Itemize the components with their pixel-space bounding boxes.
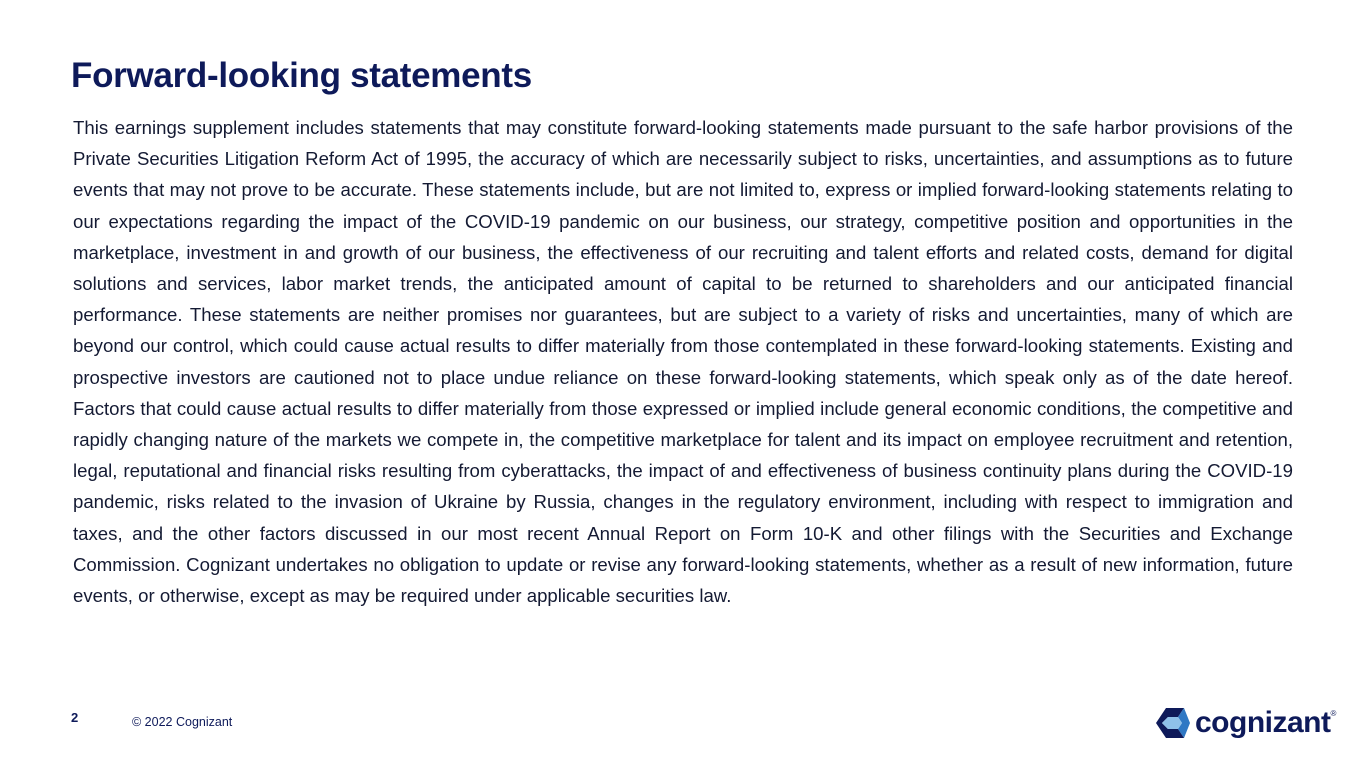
registered-mark: ® <box>1330 709 1337 718</box>
disclaimer-paragraph: This earnings supplement includes statements that may constitute forward-looking statements made pursuant to the safe harbor provisions of the Private Securities Litigation Reform Act of 1995, the accuracy of which are necessarily subject to risks, uncertainties, and assumptions as to future events that may not prove to be accurate. These statements include, but are not limited to, express or implied forward-looking statements relating to our expectations regarding the impact of the COVID-19 pandemic on our business, our strategy, competitive position and opportunities in the marketplace, investment in and growth of our business, the effectiveness of our recruiting and talent efforts and related costs, demand for digital solutions and services, labor market trends, the anticipated amount of capital to be returned to shareholders and our anticipated financial performance. These statements are neither promises nor guarantees, but are subject to a variety of risks and uncertainties, many of which are beyond our control, which could cause actual results to differ materially from those contemplated in these forward-looking statements. Existing and prospective investors are cautioned not to place undue reliance on these forward-looking statements, which speak only as of the date hereof. Factors that could cause actual results to differ materially from those expressed or implied include general economic conditions, the competitive and rapidly changing nature of the markets we compete in, the competitive marketplace for talent and its impact on employee recruitment and retention, legal, reputational and financial risks resulting from cyberattacks, the impact of and effectiveness of business continuity plans during the COVID-19 pandemic, risks related to the invasion of Ukraine by Russia, changes in the regulatory environment, including with respect to immigration and taxes, and the other factors discussed in our most recent Annual Report on Form 10-K and other filings with the Securities and Exchange Commission. Cognizant undertakes no obligation to update or revise any forward-looking statements, whether as a result of new information, future events, or otherwise, except as may be required under applicable securities law. <box>73 117 1293 607</box>
cognizant-logo-icon <box>1154 704 1192 742</box>
cognizant-wordmark: cognizant <box>1195 706 1331 739</box>
page-title: Forward-looking statements <box>71 56 532 95</box>
copyright-notice: © 2022 Cognizant <box>132 715 233 729</box>
page-number: 2 <box>71 710 79 725</box>
cognizant-logo <box>1154 703 1336 743</box>
